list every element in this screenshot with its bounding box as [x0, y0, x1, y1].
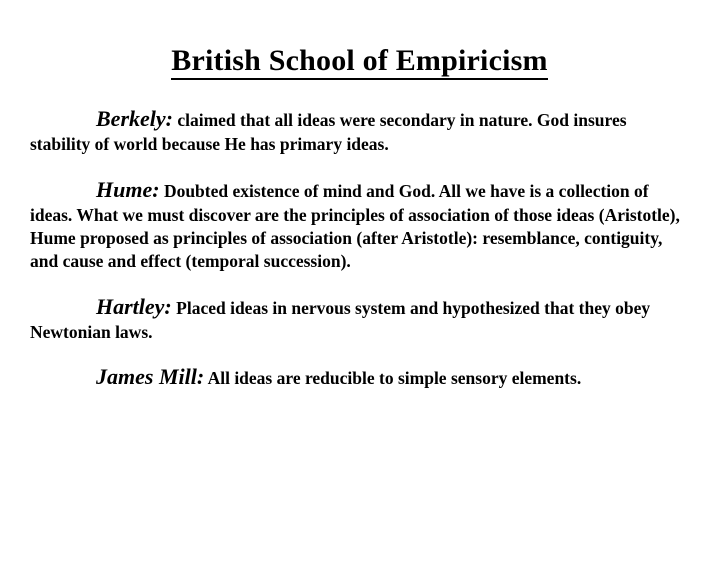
philosopher-name-hartley: Hartley:: [96, 293, 172, 319]
philosopher-name-hume: Hume:: [96, 176, 160, 202]
paragraph-text-berkely: claimed that all ideas were secondary in nature. God insures stability of world because He has primary ideas.: [30, 110, 627, 155]
paragraph-text-james-mill: All ideas are reducible to simple sensory elements.: [204, 368, 582, 389]
paragraph-berkely: [30, 104, 689, 157]
page-title-text: British School of Empiricism: [171, 44, 547, 80]
slide-body: [30, 104, 689, 391]
paragraph-hume: [30, 175, 689, 274]
philosopher-name-james-mill: James Mill:: [96, 364, 205, 390]
paragraph-james-mill: [30, 362, 689, 391]
page-title: [0, 44, 719, 78]
paragraph-text-hume: Doubted existence of mind and God. All we have is a collection of ideas. What we must discover are the principles of association of those ideas (Aristotle), Hume proposed as principles of association (after Aristotle): resemblance, contiguity, and cause and effect (temporal succession).: [30, 180, 680, 272]
paragraph-text-hartley: Placed ideas in nervous system and hypothesized that they obey Newtonian laws.: [30, 297, 651, 342]
paragraph-hartley: [30, 292, 689, 345]
philosopher-name-berkely: Berkely:: [96, 106, 173, 131]
slide: [0, 44, 719, 583]
